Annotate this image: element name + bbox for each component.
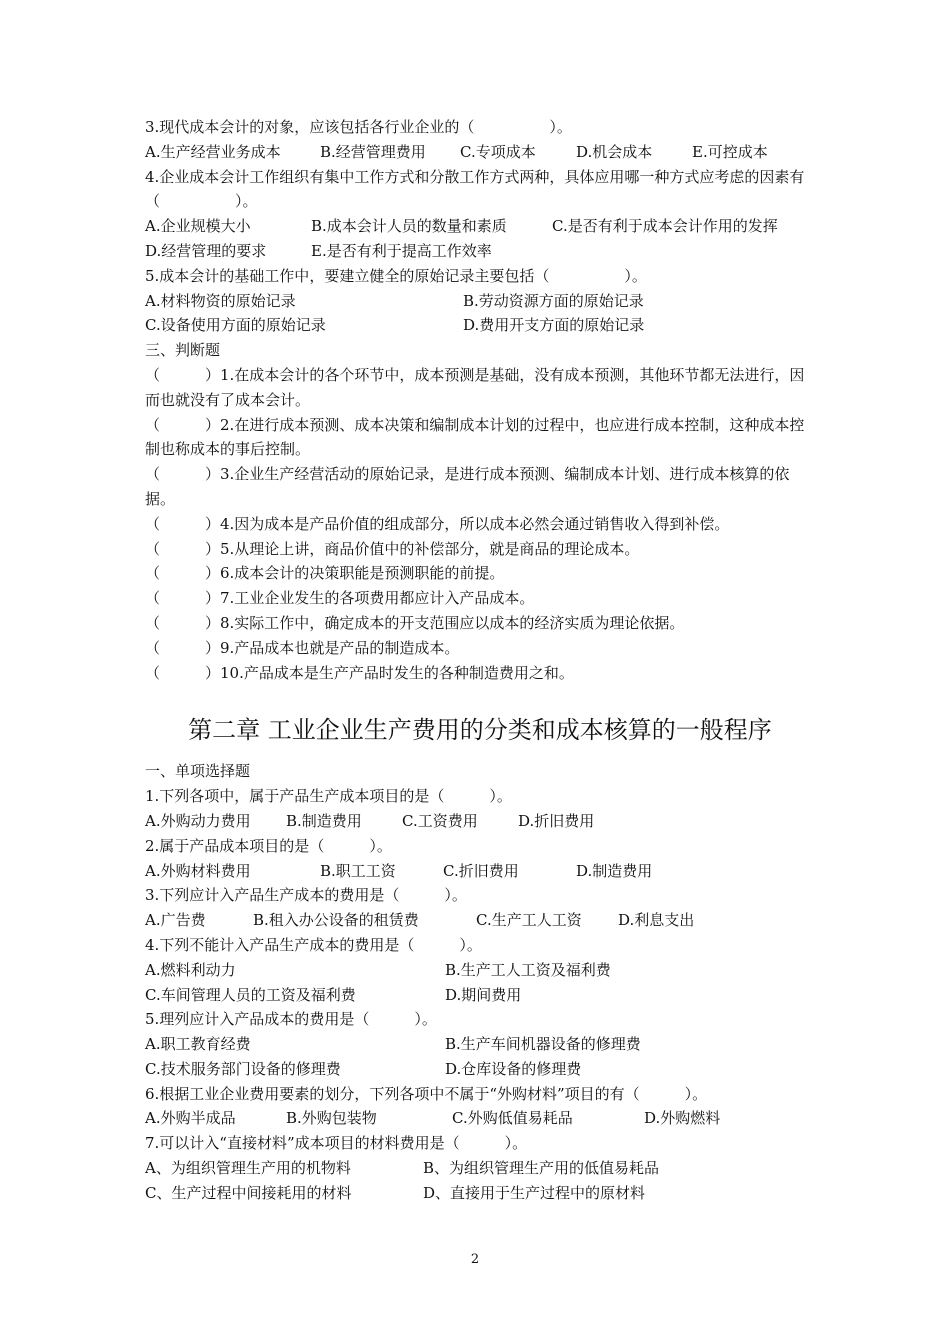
judge-item: （ ）1.在成本会计的各个环节中，成本预测是基础，没有成本预测，其他环节都无法进行，因而也就没有了成本会计。 [145, 365, 805, 409]
option: C.技术服务部门设备的修理费 [145, 1059, 341, 1078]
option: C.专项成本 [460, 142, 536, 161]
option: D.机会成本 [576, 142, 653, 161]
judge-item: （ ）9.产品成本也就是产品的制造成本。 [145, 638, 460, 657]
option: D.期间费用 [445, 985, 522, 1004]
options-row [145, 1181, 815, 1206]
option: A.广告费 [145, 911, 206, 930]
option: C.设备使用方面的原始记录 [145, 316, 326, 335]
option: D.制造费用 [576, 861, 653, 880]
option: B.劳动资源方面的原始记录 [463, 291, 644, 310]
option: B.职工工资 [320, 861, 396, 880]
option: C.车间管理人员的工资及福利费 [145, 985, 356, 1004]
option: D.外购燃料 [644, 1109, 721, 1128]
question-text: 2.属于产品成本项目的是（ ）。 [145, 836, 392, 855]
judge-item: （ ）6.成本会计的决策职能是预测职能的前提。 [145, 564, 505, 583]
page-number: 2 [470, 1252, 480, 1267]
judge-item: （ ）5.从理论上讲，商品价值中的补偿部分，就是商品的理论成本。 [145, 539, 640, 558]
options-row [145, 239, 815, 264]
option: A.燃料利动力 [145, 960, 236, 979]
option: D.经营管理的要求 [145, 241, 267, 260]
option: A.材料物资的原始记录 [145, 291, 296, 310]
option: D.费用开支方面的原始记录 [463, 316, 645, 335]
question-text: 5.理列应计入产品成本的费用是（ ）。 [145, 1010, 437, 1029]
option: D、直接用于生产过程中的原材料 [423, 1183, 646, 1202]
judge-item: （ ）4.因为成本是产品价值的组成部分，所以成本必然会通过销售收入得到补偿。 [145, 514, 730, 533]
option: C.工资费用 [402, 811, 478, 830]
options-row [145, 908, 815, 933]
question-text: 4.下列不能计入产品生产成本的费用是（ ）。 [145, 935, 482, 954]
option: B.外购包装物 [286, 1109, 377, 1128]
options-row [145, 1156, 815, 1181]
judge-item: （ ）10.产品成本是生产产品时发生的各种制造费用之和。 [145, 663, 574, 682]
option: E.是否有利于提高工作效率 [311, 241, 492, 260]
option: B.经营管理费用 [320, 142, 426, 161]
option: E.可控成本 [692, 142, 768, 161]
option: A.外购动力费用 [145, 811, 251, 830]
option: B.生产车间机器设备的修理费 [445, 1035, 641, 1054]
question-text: 5.成本会计的基础工作中，要建立健全的原始记录主要包括（ ）。 [145, 266, 647, 285]
option: B.生产工人工资及福利费 [445, 960, 611, 979]
option: D.仓库设备的修理费 [445, 1059, 582, 1078]
page-content [145, 115, 815, 1206]
options-row [145, 958, 815, 983]
chapter-title: 第二章 工业企业生产费用的分类和成本核算的一般程序 [188, 716, 772, 745]
options-row [145, 289, 815, 314]
question-text: 6.根据工业企业费用要素的划分，下列各项中不属于“外购材料”项目的有（ ）。 [145, 1084, 708, 1103]
option: A、为组织管理生产用的机物料 [145, 1159, 351, 1178]
section-heading: 一、单项选择题 [145, 762, 251, 781]
options-row [145, 140, 815, 165]
option: D.利息支出 [618, 911, 695, 930]
question-text: 4.企业成本会计工作组织有集中工作方式和分散工作方式两种，具体应用哪一种方式应考虑的因素有（ ）。 [145, 167, 805, 211]
judge-item: （ ）2.在进行成本预测、成本决策和编制成本计划的过程中，也应进行成本控制，这种成本控制也称成本的事后控制。 [145, 415, 805, 459]
option: B.成本会计人员的数量和素质 [311, 217, 507, 236]
options-row [145, 1057, 815, 1082]
question-text: 3.下列应计入产品生产成本的费用是（ ）。 [145, 886, 467, 905]
option: D.折旧费用 [518, 811, 595, 830]
judge-item: （ ）3.企业生产经营活动的原始记录，是进行成本预测、编制成本计划、进行成本核算的依据。 [145, 465, 790, 508]
option: A.外购材料费用 [145, 861, 251, 880]
option: B.制造费用 [286, 811, 362, 830]
option: A.生产经营业务成本 [145, 142, 281, 161]
question-text: 3.现代成本会计的对象，应该包括各行业企业的（ ）。 [145, 118, 572, 136]
option: B.租入办公设备的租赁费 [253, 911, 419, 930]
judge-item: （ ）7.工业企业发生的各项费用都应计入产品成本。 [145, 589, 535, 608]
option: A.外购半成品 [145, 1109, 236, 1128]
judge-item: （ ）8.实际工作中，确定成本的开支范围应以成本的经济实质为理论依据。 [145, 613, 685, 632]
section-heading: 三、判断题 [145, 341, 221, 360]
option: C.折旧费用 [443, 861, 519, 880]
options-row [145, 809, 815, 834]
options-row [145, 214, 815, 239]
options-row [145, 983, 815, 1008]
option: C.是否有利于成本会计作用的发挥 [552, 217, 778, 236]
option: A.企业规模大小 [145, 217, 251, 236]
options-row [145, 1106, 815, 1131]
option: C、生产过程中间接耗用的材料 [145, 1183, 352, 1202]
option: A.职工教育经费 [145, 1035, 251, 1054]
option: C.外购低值易耗品 [452, 1109, 573, 1128]
option: B、为组织管理生产用的低值易耗品 [423, 1159, 660, 1178]
options-row [145, 1032, 815, 1057]
question-text: 1.下列各项中，属于产品生产成本项目的是（ ）。 [145, 787, 512, 806]
options-row [145, 313, 815, 338]
options-row [145, 859, 815, 884]
question-text: 7.可以计入“直接材料”成本项目的材料费用是（ ）。 [145, 1134, 528, 1153]
option: C.生产工人工资 [476, 911, 582, 930]
